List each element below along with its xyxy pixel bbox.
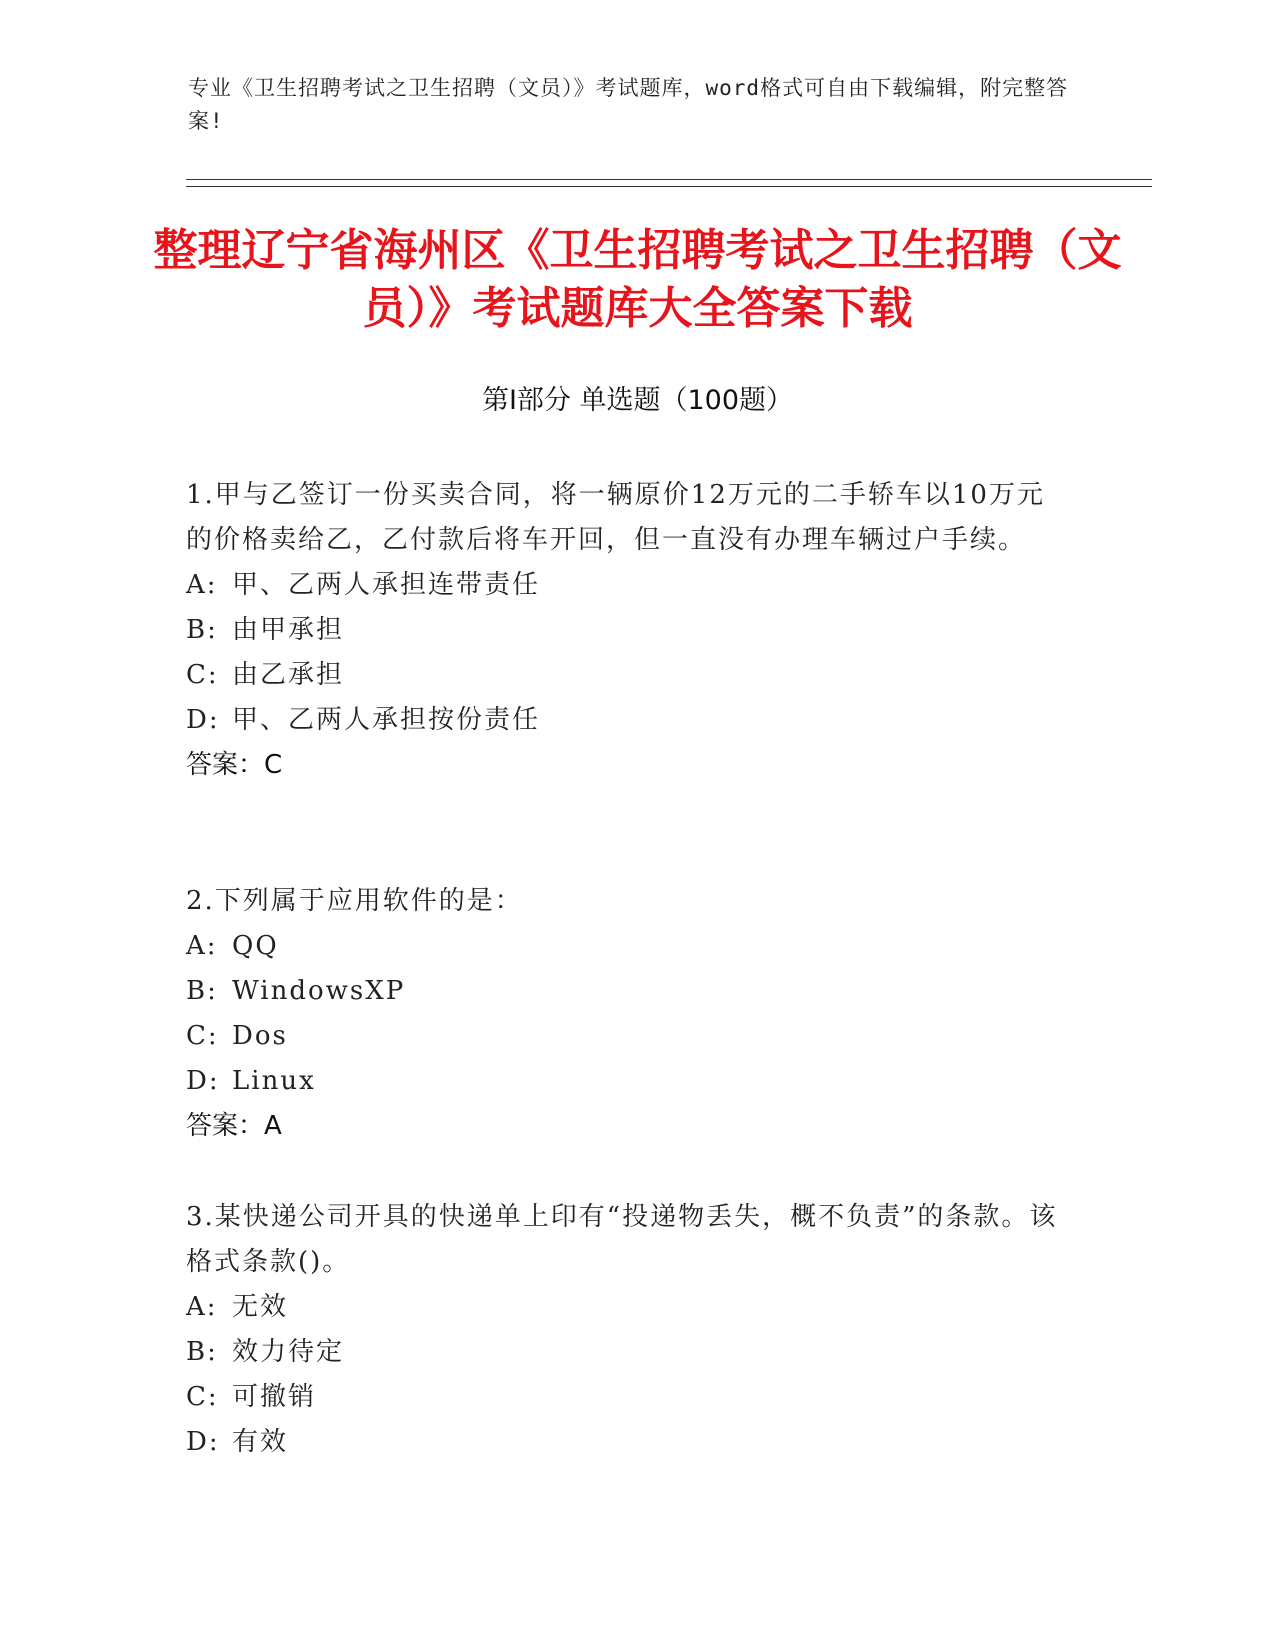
- option-label: C:: [186, 1021, 219, 1051]
- option-text: 有效: [232, 1427, 289, 1457]
- question-3: [186, 1195, 1066, 1465]
- header-divider-top: [186, 179, 1152, 180]
- option-label: A:: [186, 1292, 218, 1322]
- option-text: 甲、乙两人承担连带责任: [232, 570, 541, 600]
- question-2: [186, 879, 1066, 1149]
- question-stem: 1.甲与乙签订一份买卖合同，将一辆原价12万元的二手轿车以10万元的价格卖给乙，乙付款后将车开回，但一直没有办理车辆过户手续。: [186, 480, 1045, 555]
- option-label: D:: [186, 1066, 220, 1096]
- option-c: [186, 653, 1066, 698]
- option-a: [186, 924, 1066, 969]
- option-b: [186, 1330, 1066, 1375]
- option-b: [186, 969, 1066, 1014]
- option-d: [186, 698, 1066, 743]
- option-label: B:: [186, 976, 218, 1006]
- option-text: 由乙承担: [232, 660, 345, 690]
- option-label: C:: [186, 1382, 219, 1412]
- header-divider-bottom: [186, 186, 1152, 187]
- option-text: Linux: [232, 1066, 316, 1096]
- option-label: B:: [186, 615, 218, 645]
- option-label: D:: [186, 705, 220, 735]
- option-c: [186, 1014, 1066, 1059]
- option-text: 无效: [232, 1292, 289, 1322]
- question-1: [186, 473, 1066, 788]
- option-label: A:: [186, 570, 218, 600]
- option-text: 可撤销: [232, 1382, 317, 1412]
- question-stem: 3.某快递公司开具的快递单上印有“投递物丢失，概不负责”的条款。该格式条款()。: [186, 1202, 1058, 1277]
- option-a: [186, 563, 1066, 608]
- option-text: Dos: [232, 1021, 288, 1051]
- option-d: [186, 1420, 1066, 1465]
- header-note: 专业《卫生招聘考试之卫生招聘（文员）》考试题库，word格式可自由下载编辑，附完整答案!: [188, 76, 1069, 133]
- document-title: 整理辽宁省海州区《卫生招聘考试之卫生招聘（文员）》考试题库大全答案下载: [153, 225, 1122, 334]
- option-text: 由甲承担: [232, 615, 345, 645]
- section-title: 第I部分 单选题（100题）: [481, 385, 794, 416]
- option-b: [186, 608, 1066, 653]
- option-d: [186, 1059, 1066, 1104]
- option-text: WindowsXP: [232, 976, 406, 1006]
- option-label: A:: [186, 931, 218, 961]
- option-text: 效力待定: [232, 1337, 345, 1367]
- option-c: [186, 1375, 1066, 1420]
- option-label: D:: [186, 1427, 220, 1457]
- option-text: QQ: [232, 931, 279, 961]
- answer: 答案：C: [186, 750, 283, 780]
- option-text: 甲、乙两人承担按份责任: [232, 705, 541, 735]
- option-label: C:: [186, 660, 219, 690]
- option-a: [186, 1285, 1066, 1330]
- question-stem: 2.下列属于应用软件的是：: [186, 886, 523, 916]
- answer: 答案：A: [186, 1111, 282, 1141]
- option-label: B:: [186, 1337, 218, 1367]
